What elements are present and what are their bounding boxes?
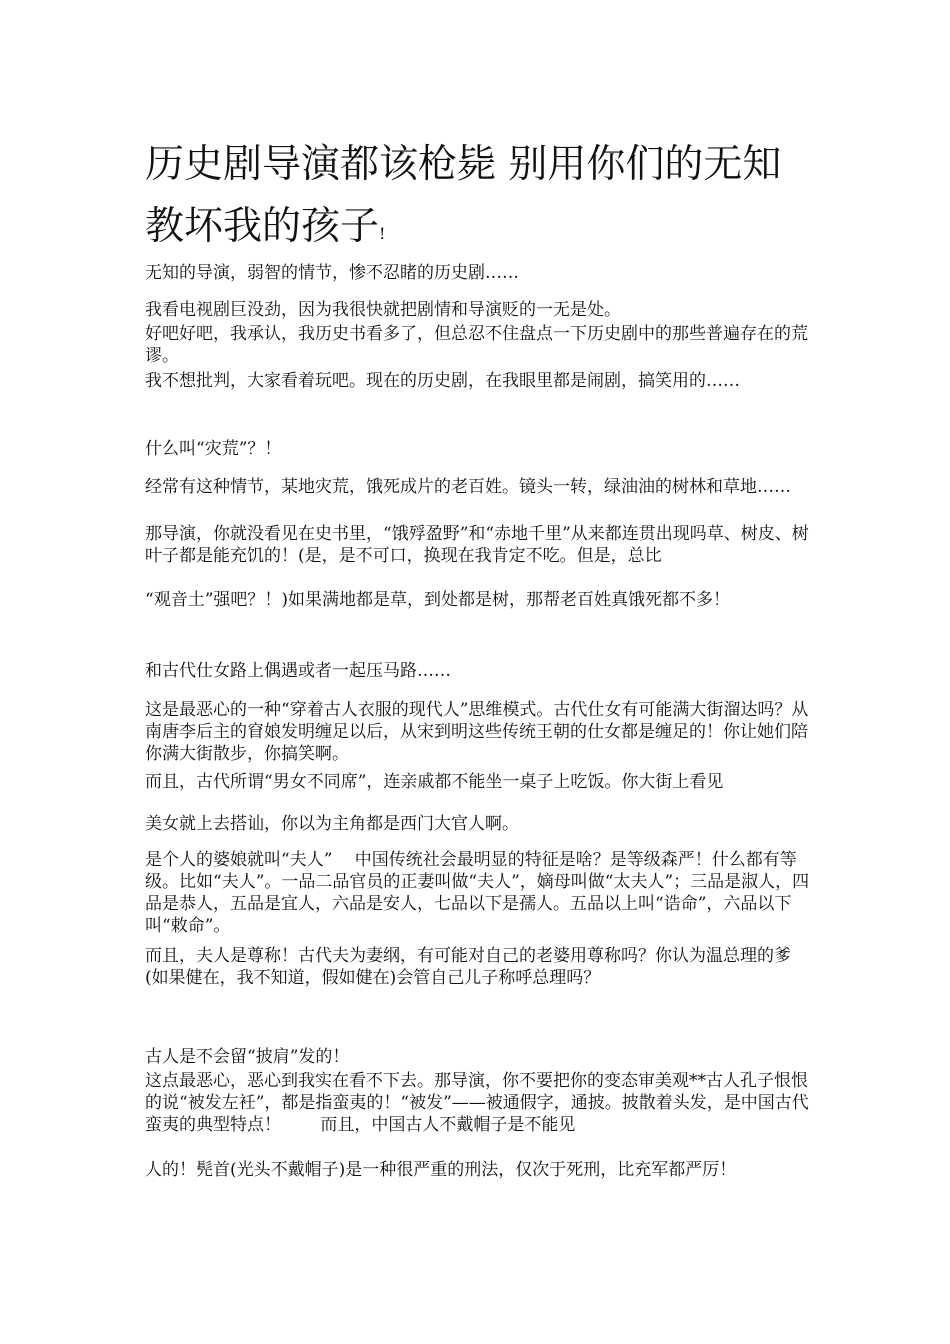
paragraph-3: 好吧好吧，我承认，我历史书看多了，但总忍不住盘点一下历史剧中的那些普遍存在的荒谬。 (145, 324, 808, 366)
paragraph-2: 我看电视剧巨没劲，因为我很快就把剧情和导演贬的一无是处。 (145, 300, 621, 320)
section-heading-famine: 什么叫“灾荒”？！ (145, 439, 282, 459)
paragraph-14: 而且，夫人是尊称！古代夫为妻纲，有可能对自己的老婆用尊称吗？你认为温总理的爹(如果健在，我不知道，假如健在)会管自己儿子称呼总理吗？ (145, 946, 791, 988)
paragraph-12: 美女就上去搭讪，你以为主角都是西门大官人啊。 (145, 814, 519, 834)
paragraph-6: 经常有这种情节，某地灾荒，饿死成片的老百姓。镜头一转，绿油油的树林和草地…… (145, 477, 791, 497)
section-heading-ladies: 和古代仕女路上偶遇或者一起压马路…… (145, 661, 451, 681)
paragraph-10: 这是最恶心的一种“穿着古人衣服的现代人”思维模式。古代仕女有可能满大街溜达吗？从南唐李后主的窅娘发明缠足以后，从宋到明这些传统王朝的仕女都是缠足的！你让她们陪你满大街散步，你搞笑啊。 (145, 700, 809, 764)
paragraph-13: 是个人的婆娘就叫“夫人” 中国传统社会最明显的特征是啥？是等级森严！什么都有等级。比如“夫人”。一品二品官员的正妻叫做“夫人”，嫡母叫做“太夫人”；三品是淑人，四品是恭人，五品是宜人，六品是安人，七品以下是孺人。五品以上叫“诰命”，六品以下叫“敕命”。 (145, 850, 810, 936)
title-mark: ! (379, 224, 386, 243)
paragraph-8: “观音土”强吧？！)如果满地都是草，到处都是树，那帮老百姓真饿死都不多！ (145, 590, 731, 610)
title-text: 历史剧导演都该枪毙 别用你们的无知教坏我的孩子 (145, 142, 782, 249)
article-title (145, 134, 815, 265)
paragraph-7: 那导演，你就没看见在史书里，“饿殍盈野”和“赤地千里”从来都连贯出现吗草、树皮、树叶子都是能充饥的！(是，是不可口，换现在我肯定不吃。但是，总比 (145, 524, 809, 566)
paragraph-intro: 无知的导演，弱智的情节，惨不忍睹的历史剧…… (145, 263, 519, 283)
paragraph-16: 这点最恶心，恶心到我实在看不下去。那导演，你不要把你的变态审美观**古人孔子恨恨的说“被发左衽”，都是指蛮夷的！“被发”——被通假字，通披。披散着头发，是中国古代蛮夷的典型特点！ 而且，中国古人不戴帽子是不能见 (145, 1071, 809, 1135)
paragraph-11: 而且，古代所谓“男女不同席”，连亲戚都不能坐一桌子上吃饭。你大街上看见 (145, 772, 724, 792)
section-heading-hair: 古人是不会留“披肩”发的！ (145, 1047, 350, 1067)
paragraph-17: 人的！髡首(光头不戴帽子)是一种很严重的刑法，仅次于死刑，比充军都严厉！ (145, 1160, 737, 1180)
paragraph-4: 我不想批判，大家看着玩吧。现在的历史剧，在我眼里都是闹剧，搞笑用的…… (145, 371, 740, 391)
